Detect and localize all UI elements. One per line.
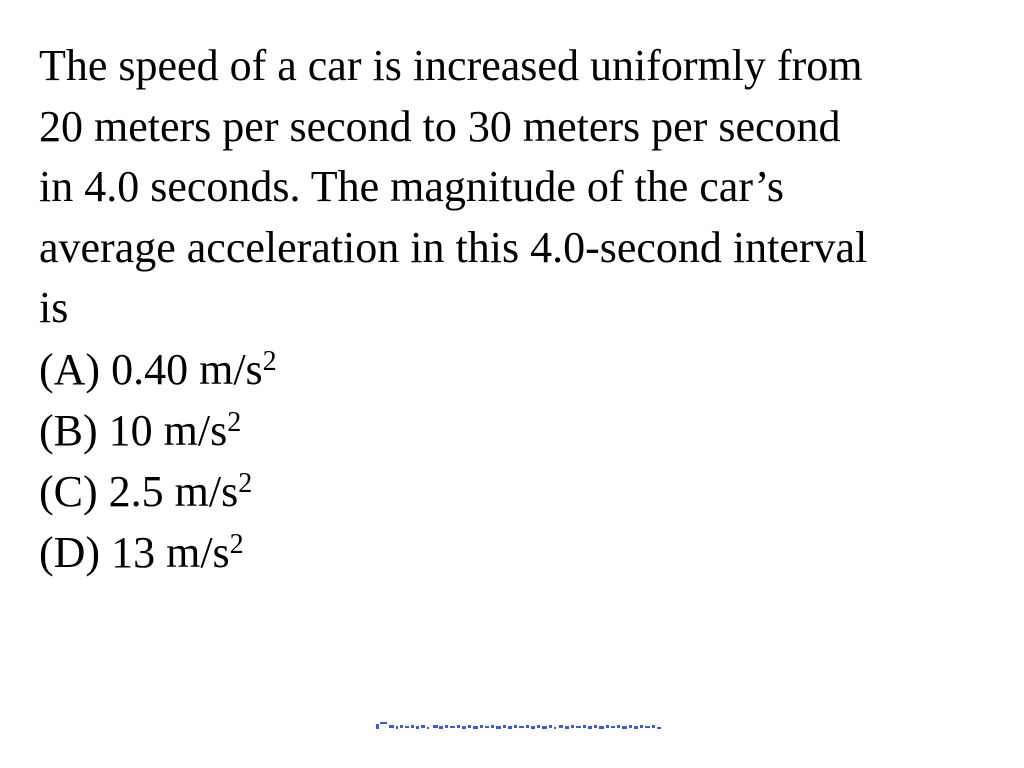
option-value: 13 m/s <box>111 527 230 577</box>
slide-content <box>39 36 1014 583</box>
option-letter: (B) <box>39 405 98 455</box>
option-exponent: 2 <box>229 528 244 560</box>
option-letter: (D) <box>39 527 101 577</box>
question-line: 20 meters per second to 30 meters per second <box>39 101 841 151</box>
question-line: is <box>39 283 69 332</box>
option-c <box>39 461 1014 522</box>
option-b <box>39 400 1014 461</box>
option-a <box>39 339 1014 400</box>
question-line: in 4.0 seconds. The magnitude of the car’s <box>39 162 784 211</box>
option-letter: (A) <box>39 344 101 394</box>
option-value: 2.5 m/s <box>108 466 239 516</box>
option-letter: (C) <box>39 466 98 516</box>
question-text <box>39 36 1014 339</box>
option-exponent: 2 <box>227 406 242 438</box>
option-exponent: 2 <box>238 467 253 499</box>
question-line: The speed of a car is increased uniformly from <box>39 41 863 90</box>
watermark-graphic <box>375 719 663 733</box>
option-value: 10 m/s <box>108 405 228 455</box>
option-exponent: 2 <box>262 345 277 377</box>
watermark-logo <box>375 719 663 733</box>
option-d <box>39 522 1014 583</box>
option-value: 0.40 m/s <box>111 344 263 394</box>
answer-options <box>39 339 1014 583</box>
question-line: average acceleration in this 4.0-second interval <box>39 222 868 272</box>
